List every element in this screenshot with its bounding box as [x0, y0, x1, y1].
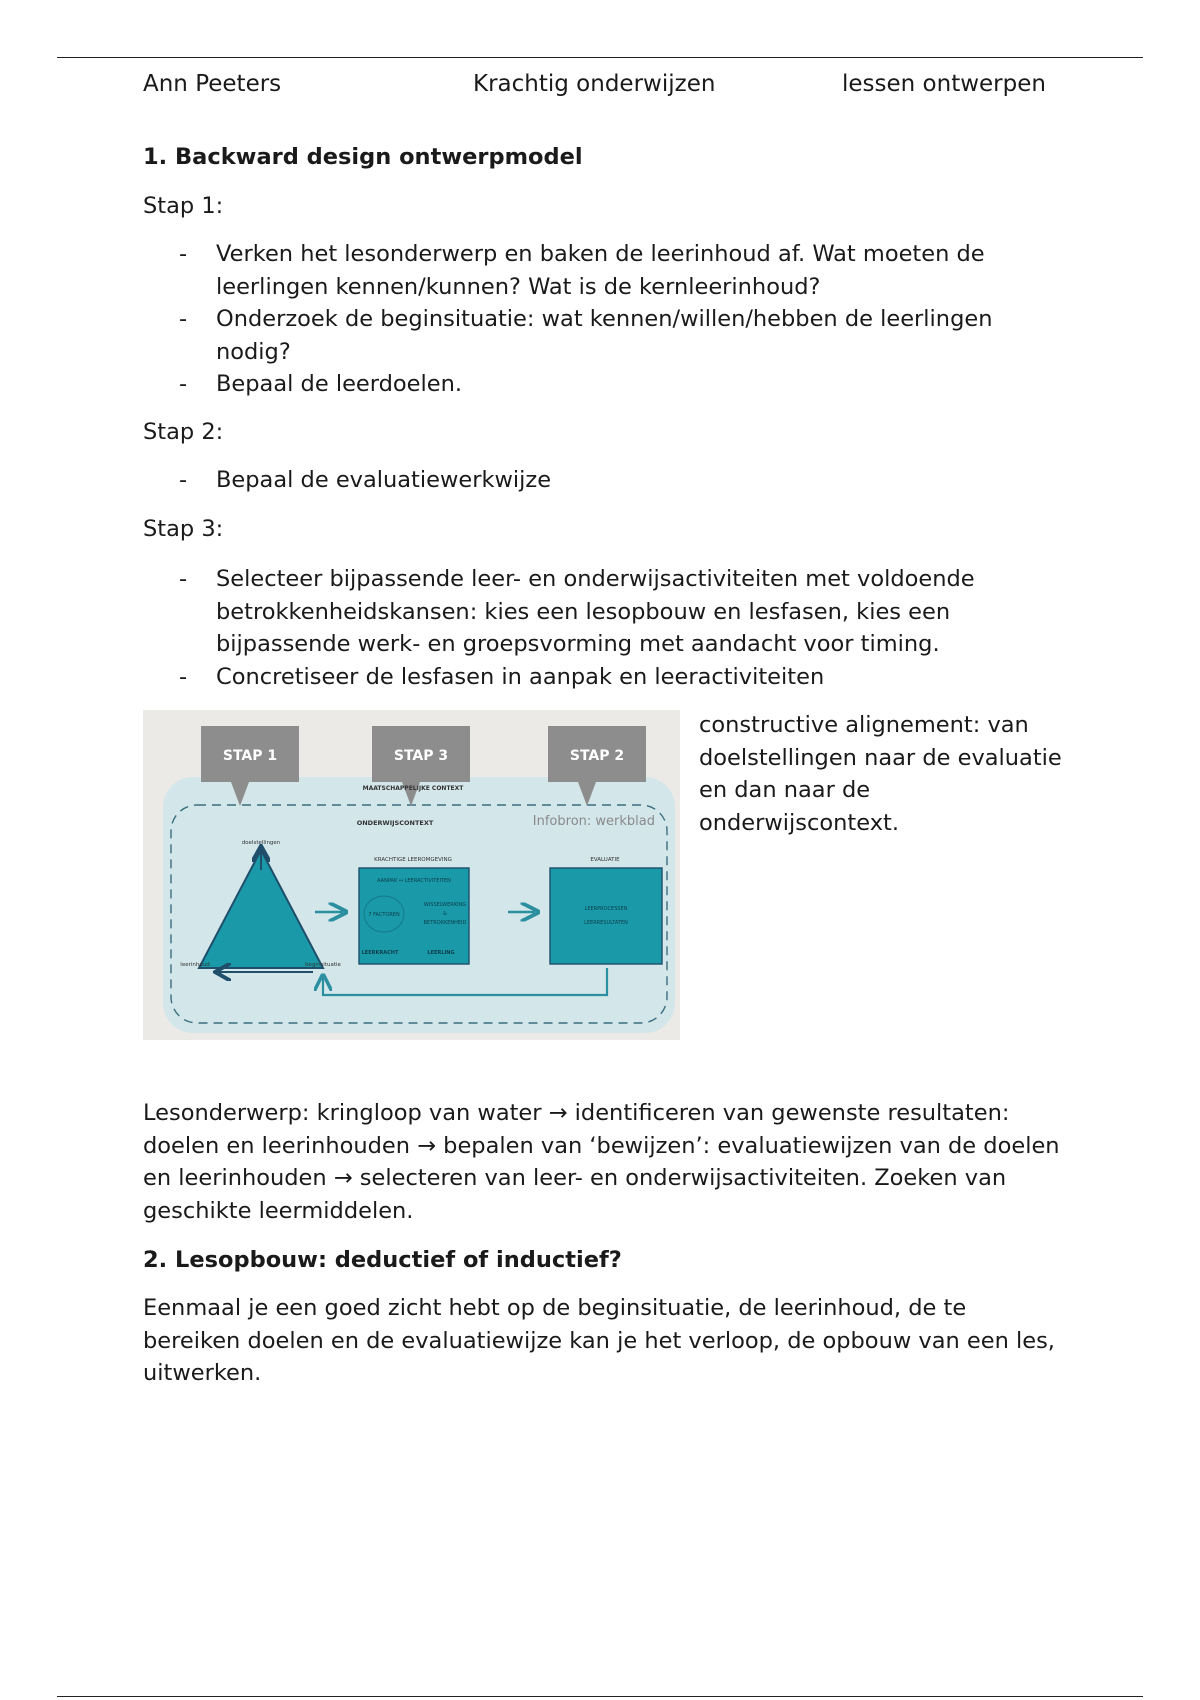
- list-item-text: Verken het lesonderwerp en baken de leerinhoud af. Wat moeten de leerlingen kennen/kunnen? Wat is de kernleerinhoud?: [216, 241, 985, 300]
- aanpak-label: AANPAK ↔ LEERACTIVITEITEN: [377, 878, 451, 884]
- backward-design-diagram: [143, 710, 680, 1040]
- leerresultaten-label: LEERRESULTATEN: [584, 920, 628, 926]
- triangle-left-label: leerinhoud: [180, 962, 210, 968]
- section2-title: 2. Lesopbouw: deductief of inductief?: [143, 1247, 622, 1273]
- leerkracht-label: LEERKRACHT: [361, 950, 399, 956]
- list-item-text: Selecteer bijpassende leer- en onderwijsactiviteiten met voldoende betrokkenheidskansen: kies een lesopbouw en lesfasen, kies een bijpassende werk- en groepsvorming met aandacht voor timing.: [216, 566, 975, 657]
- infobron-label: Infobron: werkblad: [532, 814, 655, 829]
- list-item-text: Concretiseer de lesfasen in aanpak en leeractiviteiten: [216, 663, 825, 690]
- list-item: - Verken het lesonderwerp en baken de leerinhoud af. Wat moeten de leerlingen kennen/kunnen? Wat is de kernleerinhoud?: [179, 241, 985, 300]
- list-item: - Concretiseer de lesfasen in aanpak en leeractiviteiten: [179, 663, 825, 690]
- step2-label: Stap 2:: [143, 419, 224, 445]
- stap3-tab-label: STAP 3: [393, 748, 449, 764]
- step2-list: [143, 464, 1063, 497]
- stap2-tab-label: STAP 2: [569, 748, 625, 764]
- leerling-label: LEERLING: [427, 950, 455, 956]
- list-item: - Bepaal de evaluatiewerkwijze: [179, 467, 552, 493]
- header-topic: lessen ontwerpen: [842, 71, 1046, 97]
- wisselwerking-label-1: WISSELWERKING: [423, 902, 467, 908]
- list-item-text: Bepaal de evaluatiewerkwijze: [216, 467, 552, 493]
- krachtige-label: KRACHTIGE LEEROMGEVING: [374, 857, 452, 863]
- evaluatie-block: [550, 868, 662, 964]
- context-outer-label: MAATSCHAPPELIJKE CONTEXT: [362, 785, 464, 792]
- evaluatie-label: EVALUATIE: [590, 857, 620, 863]
- section1-title: 1. Backward design ontwerpmodel: [143, 144, 583, 170]
- list-item: - Selecteer bijpassende leer- en onderwijsactiviteiten met voldoende betrokkenheidskansen: kies een lesopbouw en lesfasen, kies een bijpassende werk- en groepsvorming met aandacht voor timing.: [179, 566, 975, 657]
- leerprocessen-label: LEERPROCESSEN: [584, 906, 628, 912]
- figure-caption: constructive alignement: van doelstellingen naar de evaluatie en dan naar de onderwijscontext.: [699, 712, 1062, 836]
- wisselwerking-label-2: &: [443, 911, 447, 917]
- list-item: - Bepaal de leerdoelen.: [179, 371, 463, 397]
- header-course: Krachtig onderwijzen: [473, 71, 716, 97]
- list-item-text: Onderzoek de beginsituatie: wat kennen/willen/hebben de leerlingen nodig?: [216, 306, 993, 365]
- section2-paragraph: Eenmaal je een goed zicht hebt op de beginsituatie, de leerinhoud, de te bereiken doelen en de evaluatiewijze kan je het verloop, de opbouw van een les, uitwerken.: [143, 1295, 1055, 1386]
- factoren-label: 7 FACTOREN: [368, 912, 400, 918]
- step3-label: Stap 3:: [143, 516, 224, 542]
- footer-rule: [57, 1696, 1143, 1697]
- backward-design-figure: [143, 710, 680, 1040]
- header-rule: [57, 57, 1143, 58]
- step1-list: [143, 238, 1063, 401]
- list-item: - Onderzoek de beginsituatie: wat kennen/willen/hebben de leerlingen nodig?: [179, 306, 993, 365]
- step3-list: [143, 563, 1063, 693]
- header-author: Ann Peeters: [143, 71, 282, 97]
- context-inner-label: ONDERWIJSCONTEXT: [356, 819, 434, 827]
- triangle-right-label: beginsituatie: [305, 962, 341, 968]
- wisselwerking-label-3: BETROKKENHEID: [423, 920, 467, 926]
- stap1-tab-label: STAP 1: [222, 748, 278, 764]
- example-paragraph: Lesonderwerp: kringloop van water → identificeren van gewenste resultaten: doelen en leerinhouden → bepalen van ‘bewijzen’: evaluatiewijzen van de doelen en leerinhouden → selecteren van leer- en onderwijsactiviteiten. Zoeken van geschikte leermiddelen.: [143, 1100, 1060, 1224]
- triangle-top-label: doelstellingen: [241, 840, 281, 846]
- step1-label: Stap 1:: [143, 193, 224, 219]
- list-item-text: Bepaal de leerdoelen.: [216, 371, 463, 397]
